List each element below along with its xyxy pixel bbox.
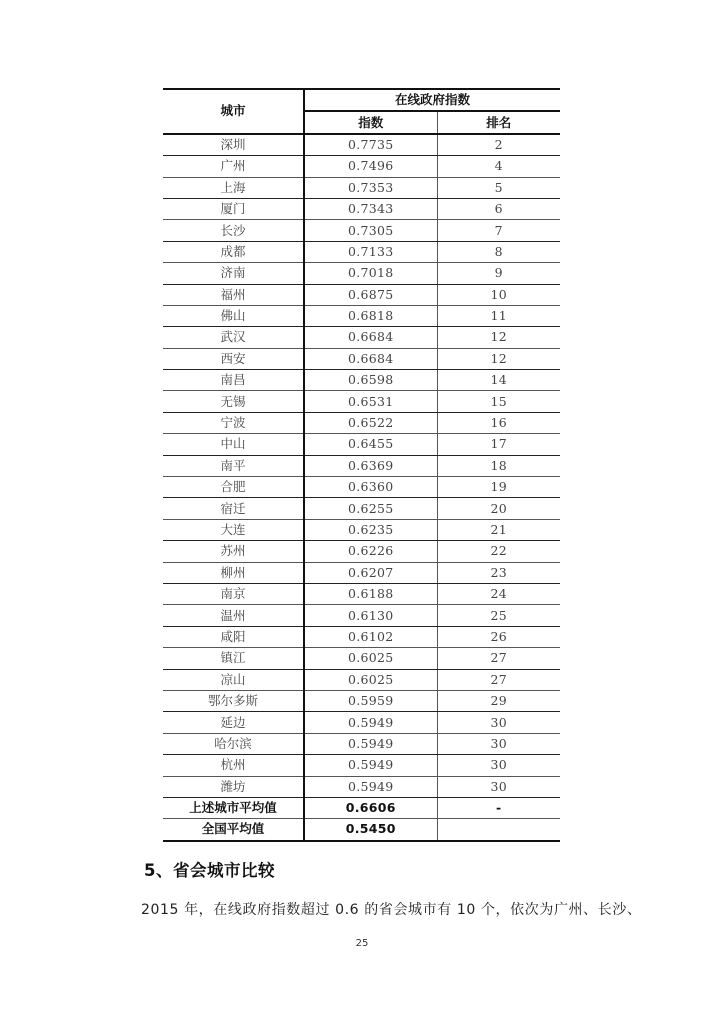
rank-cell: 18 [437, 455, 560, 476]
city-cell: 咸阳 [163, 626, 304, 647]
city-cell: 福州 [163, 284, 304, 305]
rank-cell: 22 [437, 541, 560, 562]
table-row [163, 605, 560, 626]
city-cell: 宿迁 [163, 498, 304, 519]
table-body [163, 134, 560, 841]
index-cell: 0.6226 [304, 541, 437, 562]
index-cell: 0.5949 [304, 776, 437, 797]
summary-row [163, 797, 560, 818]
table-row [163, 626, 560, 647]
city-cell: 无锡 [163, 391, 304, 412]
city-cell: 温州 [163, 605, 304, 626]
index-cell: 0.6360 [304, 477, 437, 498]
city-cell: 杭州 [163, 755, 304, 776]
rank-cell: 6 [437, 198, 560, 219]
city-cell: 延边 [163, 712, 304, 733]
city-cell: 西安 [163, 348, 304, 369]
table-row [163, 241, 560, 262]
table-row [163, 669, 560, 690]
table-row [163, 198, 560, 219]
city-cell: 凉山 [163, 669, 304, 690]
section-heading: 5、省会城市比较 [144, 861, 275, 880]
city-cell: 潍坊 [163, 776, 304, 797]
index-cell: 0.7305 [304, 220, 437, 241]
rank-cell: 5 [437, 177, 560, 198]
table-row [163, 156, 560, 177]
city-cell: 镇江 [163, 648, 304, 669]
index-cell: 0.6522 [304, 412, 437, 433]
table-row [163, 284, 560, 305]
city-cell: 南京 [163, 583, 304, 604]
page-number: 25 [355, 938, 369, 949]
index-cell: 0.7735 [304, 134, 437, 156]
index-cell: 0.5949 [304, 755, 437, 776]
city-cell: 大连 [163, 519, 304, 540]
table-row [163, 220, 560, 241]
table-row [163, 348, 560, 369]
index-cell: 0.6025 [304, 648, 437, 669]
table-row [163, 370, 560, 391]
rank-cell: 9 [437, 263, 560, 284]
rank-cell: 30 [437, 776, 560, 797]
table-row [163, 755, 560, 776]
city-cell: 哈尔滨 [163, 733, 304, 754]
rank-cell: 17 [437, 434, 560, 455]
table-row [163, 434, 560, 455]
body-paragraph: 2015 年，在线政府指数超过 0.6 的省会城市有 10 个，依次为广州、长沙、 [141, 902, 642, 918]
rank-cell: 26 [437, 626, 560, 647]
index-cell: 0.6818 [304, 305, 437, 326]
index-cell: 0.6684 [304, 348, 437, 369]
rank-cell: 27 [437, 648, 560, 669]
rank-cell: 29 [437, 690, 560, 711]
index-cell: 0.7496 [304, 156, 437, 177]
table-row [163, 562, 560, 583]
rank-cell: 14 [437, 370, 560, 391]
city-cell: 上海 [163, 177, 304, 198]
rank-cell: 11 [437, 305, 560, 326]
rank-cell: 30 [437, 733, 560, 754]
index-cell: 0.6130 [304, 605, 437, 626]
table-row [163, 498, 560, 519]
rank-cell: 15 [437, 391, 560, 412]
rank-cell: 10 [437, 284, 560, 305]
rank-cell: 21 [437, 519, 560, 540]
table-row [163, 391, 560, 412]
city-cell: 深圳 [163, 134, 304, 156]
city-cell: 广州 [163, 156, 304, 177]
table-row [163, 134, 560, 156]
table-row [163, 455, 560, 476]
index-cell: 0.6102 [304, 626, 437, 647]
rank-cell: 7 [437, 220, 560, 241]
rank-cell: 12 [437, 348, 560, 369]
city-cell: 济南 [163, 263, 304, 284]
table-row [163, 177, 560, 198]
index-cell: 0.7133 [304, 241, 437, 262]
table-row [163, 648, 560, 669]
rank-cell: 25 [437, 605, 560, 626]
city-cell: 南昌 [163, 370, 304, 391]
index-cell: 0.6455 [304, 434, 437, 455]
index-cell: 0.6025 [304, 669, 437, 690]
index-cell: 0.6235 [304, 519, 437, 540]
table-row [163, 327, 560, 348]
index-cell: 0.5959 [304, 690, 437, 711]
rank-cell: 8 [437, 241, 560, 262]
index-cell: 0.6684 [304, 327, 437, 348]
table-row [163, 690, 560, 711]
table-row [163, 305, 560, 326]
index-cell: 0.6531 [304, 391, 437, 412]
online-government-index-table [163, 88, 560, 842]
index-cell: 0.6188 [304, 583, 437, 604]
city-cell: 苏州 [163, 541, 304, 562]
header-index: 指数 [304, 111, 437, 133]
city-cell: 武汉 [163, 327, 304, 348]
header-rank: 排名 [437, 111, 560, 133]
index-cell: 0.5949 [304, 712, 437, 733]
summary-label: 上述城市平均值 [163, 797, 304, 818]
index-cell: 0.6369 [304, 455, 437, 476]
rank-cell: 16 [437, 412, 560, 433]
city-cell: 鄂尔多斯 [163, 690, 304, 711]
index-cell: 0.7353 [304, 177, 437, 198]
table-row [163, 412, 560, 433]
table-row [163, 583, 560, 604]
header-online-government-index: 在线政府指数 [304, 89, 560, 111]
summary-label: 全国平均值 [163, 819, 304, 841]
index-cell: 0.7018 [304, 263, 437, 284]
index-cell: 0.6598 [304, 370, 437, 391]
index-cell: 0.6207 [304, 562, 437, 583]
summary-rank: - [437, 797, 560, 818]
rank-cell: 20 [437, 498, 560, 519]
city-cell: 中山 [163, 434, 304, 455]
rank-cell: 12 [437, 327, 560, 348]
table-row [163, 519, 560, 540]
rank-cell: 4 [437, 156, 560, 177]
rank-cell: 30 [437, 712, 560, 733]
rank-cell: 2 [437, 134, 560, 156]
table-row [163, 477, 560, 498]
summary-row [163, 819, 560, 841]
summary-rank [437, 819, 560, 841]
rank-cell: 19 [437, 477, 560, 498]
table-row [163, 541, 560, 562]
city-cell: 长沙 [163, 220, 304, 241]
rank-cell: 27 [437, 669, 560, 690]
summary-index: 0.5450 [304, 819, 437, 841]
table-row [163, 712, 560, 733]
index-cell: 0.6875 [304, 284, 437, 305]
city-cell: 宁波 [163, 412, 304, 433]
city-cell: 柳州 [163, 562, 304, 583]
city-cell: 厦门 [163, 198, 304, 219]
rank-cell: 24 [437, 583, 560, 604]
city-cell: 成都 [163, 241, 304, 262]
rank-cell: 23 [437, 562, 560, 583]
city-cell: 佛山 [163, 305, 304, 326]
header-city: 城市 [163, 89, 304, 134]
city-cell: 合肥 [163, 477, 304, 498]
city-cell: 南平 [163, 455, 304, 476]
index-cell: 0.6255 [304, 498, 437, 519]
summary-index: 0.6606 [304, 797, 437, 818]
index-cell: 0.5949 [304, 733, 437, 754]
table-row [163, 776, 560, 797]
rank-cell: 30 [437, 755, 560, 776]
table-row [163, 733, 560, 754]
index-cell: 0.7343 [304, 198, 437, 219]
table-row [163, 263, 560, 284]
